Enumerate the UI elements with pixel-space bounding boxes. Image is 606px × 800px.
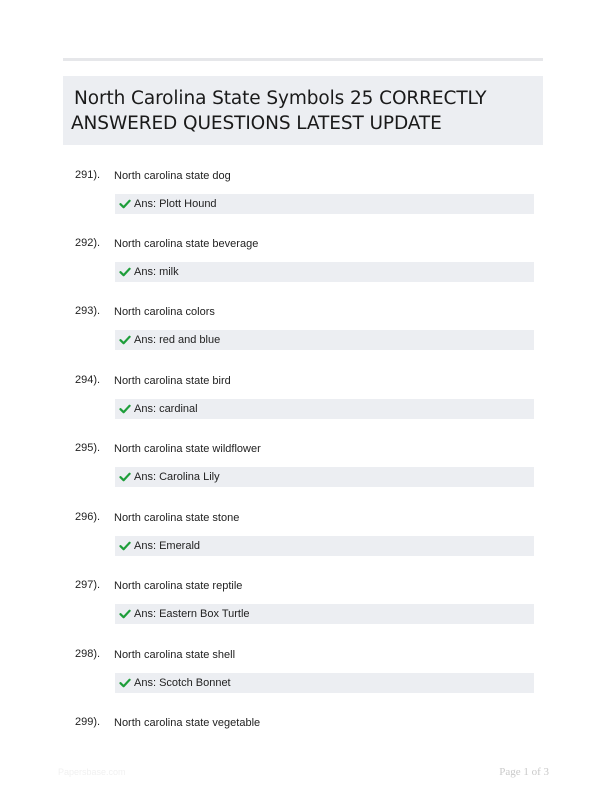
question-number: 298). [75, 648, 101, 660]
answer-box [115, 673, 534, 693]
checkmark-icon [119, 608, 131, 620]
answer-box [115, 467, 534, 487]
question-text: North carolina state dog [114, 170, 231, 182]
question-text: North carolina state beverage [114, 238, 259, 250]
checkmark-icon [119, 334, 131, 346]
question-number: 293). [75, 305, 101, 317]
answer-box [115, 194, 534, 214]
question-number: 296). [75, 511, 101, 523]
question-text: North carolina state reptile [114, 580, 243, 592]
answer-box [115, 536, 534, 556]
question-number: 294). [75, 374, 101, 386]
answer-text: Ans: Emerald [134, 540, 201, 552]
checkmark-icon [119, 266, 131, 278]
checkmark-icon [119, 198, 131, 210]
footer-watermark: Papersbase.com [58, 767, 126, 777]
checkmark-icon [119, 540, 131, 552]
checkmark-icon [119, 471, 131, 483]
answer-text: Ans: Eastern Box Turtle [134, 608, 250, 620]
question-text: North carolina state wildflower [114, 443, 261, 455]
checkmark-icon [119, 677, 131, 689]
question-number: 291). [75, 169, 101, 181]
answer-box [115, 399, 534, 419]
checkmark-icon [119, 403, 131, 415]
question-text: North carolina state shell [114, 649, 236, 661]
answer-box [115, 604, 534, 624]
question-text: North carolina state stone [114, 512, 240, 524]
answer-text: Ans: Plott Hound [134, 198, 217, 210]
page-title-line-2: ANSWERED QUESTIONS LATEST UPDATE [71, 113, 442, 134]
answer-text: Ans: cardinal [134, 403, 198, 415]
answer-text: Ans: Scotch Bonnet [134, 677, 231, 689]
question-number: 292). [75, 237, 101, 249]
question-text: North carolina state vegetable [114, 717, 261, 729]
question-number: 299). [75, 716, 101, 728]
question-number: 297). [75, 579, 101, 591]
question-text: North carolina state bird [114, 375, 231, 387]
answer-text: Ans: Carolina Lily [134, 471, 220, 483]
question-text: North carolina colors [114, 306, 215, 318]
answer-box [115, 262, 534, 282]
answer-text: Ans: milk [134, 266, 179, 278]
answer-box [115, 330, 534, 350]
page-title-line-1: North Carolina State Symbols 25 CORRECTLY [74, 88, 487, 109]
page-number: Page 1 of 3 [499, 766, 549, 778]
answer-text: Ans: red and blue [134, 334, 221, 346]
question-number: 295). [75, 442, 101, 454]
